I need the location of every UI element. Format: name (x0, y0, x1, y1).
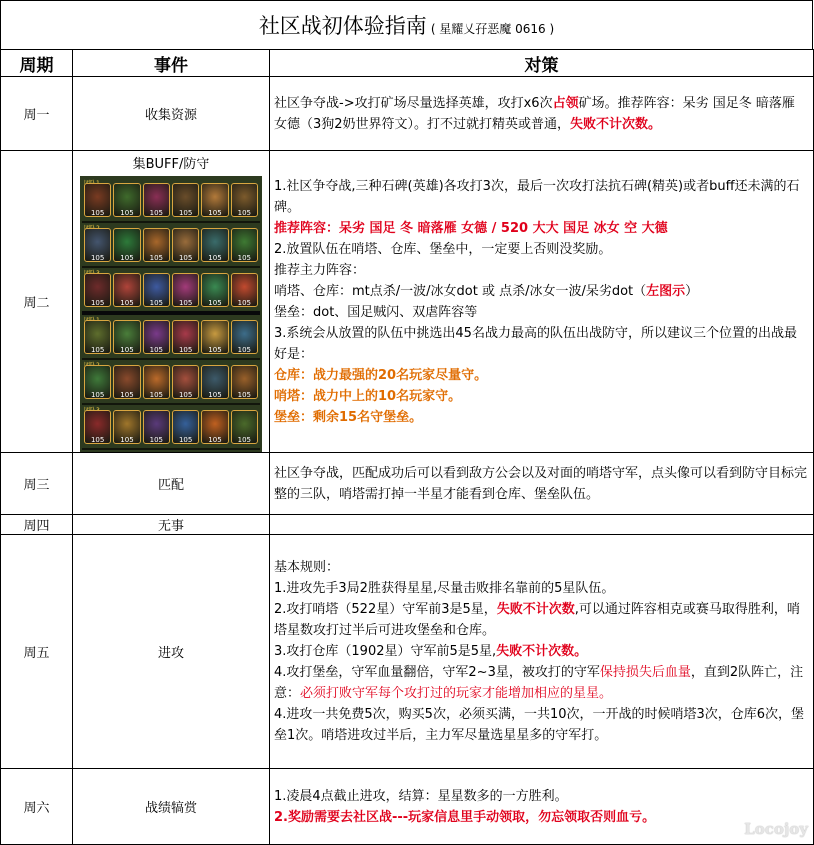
hero-level: 105 (178, 435, 193, 444)
hero-level: 105 (178, 345, 193, 354)
hero-level: 105 (208, 435, 222, 444)
hero-portrait (143, 183, 170, 217)
header-week: 周期 (1, 50, 73, 77)
hero-portrait (143, 273, 170, 307)
hero-level: 105 (90, 253, 105, 262)
strategy-cell (270, 151, 814, 453)
event-label: 集BUFF/防守 (132, 157, 210, 172)
hero-level: 105 (178, 390, 193, 399)
hero-portrait (143, 365, 170, 399)
hero-portrait (143, 228, 170, 262)
week-cell: 周四 (1, 515, 73, 535)
text: 2.攻打哨塔（522星）守军前3是5星， (274, 602, 497, 617)
hero-level: 105 (237, 435, 251, 444)
hero-portrait (201, 183, 228, 217)
hero-portrait (113, 273, 140, 307)
tower-note: 哨塔：战力中上的10名玩家守。 (274, 388, 462, 404)
title-bar (0, 0, 813, 50)
text (274, 599, 809, 641)
lineup-team-row (82, 178, 260, 223)
hero-level: 105 (208, 345, 222, 354)
highlight-text: 保持损失后血量 (599, 665, 691, 680)
hero-portrait (113, 410, 140, 444)
text: 基本规则： (274, 560, 340, 575)
event-cell: 匹配 (73, 453, 270, 515)
row-tuesday (1, 151, 814, 453)
highlight-text: 占领 (552, 95, 579, 111)
hero-portrait (231, 273, 258, 307)
event-cell: 无事 (73, 515, 270, 535)
strategy-cell (270, 535, 814, 769)
text: 2.放置队伍在哨塔、仓库、堡垒中，一定要上否则没奖励。 (274, 241, 612, 257)
hero-portrait (113, 365, 140, 399)
hero-level: 105 (149, 390, 163, 399)
event-cell: 收集资源 (73, 77, 270, 151)
hero-portrait (172, 228, 199, 262)
hero-level: 105 (90, 298, 105, 307)
hero-portrait (84, 320, 111, 354)
hero-portrait (113, 228, 140, 262)
hero-level: 105 (208, 253, 222, 262)
week-cell: 周二 (1, 151, 73, 453)
text: 推荐主力阵容： (274, 262, 366, 278)
lineup-team-row (82, 360, 260, 405)
strategy-cell: 社区争夺战，匹配成功后可以看到敌方公会以及对面的哨塔守军，点头像可以看到防守目标完整的三队，哨塔需打掉一半星才能看到仓库、堡垒队伍。 (270, 453, 814, 515)
hero-level: 105 (149, 435, 163, 444)
hero-portrait (201, 365, 228, 399)
text: 堡垒：dot、国足贼闪、双虐阵容等 (274, 304, 478, 320)
highlight-text: 失败不计次数。 (570, 116, 662, 132)
header-strategy: 对策 (270, 50, 814, 77)
hero-level: 105 (237, 390, 251, 399)
hero-level: 105 (120, 208, 134, 217)
row-saturday (1, 769, 814, 845)
text: ,可以通过阵容相克或赛马取得胜利，哨塔星数攻打过半后可进攻堡垒和仓库。 (274, 602, 800, 638)
week-cell: 周六 (1, 769, 73, 845)
hero-level: 105 (208, 208, 222, 217)
hero-level: 105 (120, 435, 134, 444)
header-event: 事件 (73, 50, 270, 77)
text (274, 662, 809, 704)
highlight-text: 必须打败守军每个攻打过的玩家才能增加相应的星星。 (300, 686, 613, 701)
lineup-team-row (82, 223, 260, 268)
hero-level: 105 (120, 253, 134, 262)
strategy-cell (270, 769, 814, 845)
hero-portrait (143, 320, 170, 354)
highlight-text: 失败不计次数。 (496, 644, 588, 659)
hero-portrait (231, 228, 258, 262)
text: 4.进攻一共免费5次，购买5次，必须买满，一共10次，一开战的时候哨塔3次，仓库6次，堡垒1次。哨塔进攻过半后，主力军尽量选星星多的守军打。 (274, 707, 805, 743)
event-cell: 进攻 (73, 535, 270, 769)
hero-portrait (84, 410, 111, 444)
row-friday (1, 535, 814, 769)
hero-portrait (172, 320, 199, 354)
hero-level: 105 (90, 345, 105, 354)
week-cell: 周一 (1, 77, 73, 151)
guide-table (0, 49, 814, 845)
lineup-team-row (82, 315, 260, 360)
text: 4.攻打堡垒，守军血量翻倍，守军2~3星，被攻打的守军 (274, 665, 600, 680)
hero-portrait (201, 273, 228, 307)
lineup-team-row (82, 268, 260, 315)
week-cell: 周三 (1, 453, 73, 515)
page-title: 社区战初体验指南 (258, 14, 427, 38)
hero-level: 105 (120, 298, 134, 307)
page-subtitle: ( 星耀乂孖恶魔 0616 ) (430, 21, 555, 36)
hero-level: 105 (237, 345, 251, 354)
hero-portrait (172, 273, 199, 307)
hero-portrait (113, 183, 140, 217)
hero-portrait (201, 320, 228, 354)
event-cell (73, 151, 270, 453)
hero-level: 105 (178, 253, 193, 262)
hero-portrait (172, 183, 199, 217)
week-cell: 周五 (1, 535, 73, 769)
warehouse-note: 仓库：战力最强的20名玩家尽量守。 (274, 367, 488, 383)
hero-portrait (231, 365, 258, 399)
text: 3.攻打仓库（1902星）守军前5是5星, (274, 644, 497, 659)
lineup-team-row (82, 405, 260, 450)
text (274, 641, 809, 662)
row-monday (1, 77, 814, 151)
hero-level: 105 (90, 435, 105, 444)
hero-level: 105 (149, 345, 163, 354)
text: ，直到2队阵亡，注意： (274, 665, 804, 701)
hero-portrait (172, 365, 199, 399)
header-row (1, 50, 814, 77)
hero-level: 105 (237, 298, 251, 307)
hero-portrait (84, 365, 111, 399)
text (274, 281, 809, 302)
highlight-text: 2.奖励需要去社区战---玩家信息里手动领取，勿忘领取否则血亏。 (274, 809, 656, 825)
hero-level: 105 (178, 298, 193, 307)
text: 1.凌晨4点截止进攻，结算：星星数多的一方胜利。 (274, 788, 568, 804)
hero-portrait (201, 228, 228, 262)
row-thursday (1, 515, 814, 535)
text: 矿场。推荐阵容：呆劣 国足冬 暗落雁 女德（3狗2奶世界符文）。打不过就打精英或普通， (274, 95, 795, 132)
text: ） (685, 283, 699, 299)
hero-level: 105 (120, 390, 134, 399)
row-wednesday (1, 453, 814, 515)
hero-level: 105 (90, 390, 105, 399)
hero-level: 105 (149, 208, 163, 217)
hero-level: 105 (237, 208, 251, 217)
text: 3.系统会从放置的队伍中挑选出45名战力最高的队伍出战防守，所以建议三个位置的出战最好是： (274, 325, 797, 362)
hero-portrait (172, 410, 199, 444)
hero-level: 105 (120, 345, 134, 354)
highlight-text: 左图示 (646, 283, 686, 299)
strategy-cell (270, 77, 814, 151)
hero-portrait (84, 273, 111, 307)
hero-portrait (231, 410, 258, 444)
hero-portrait (231, 320, 258, 354)
hero-portrait (84, 183, 111, 217)
hero-level: 105 (149, 298, 163, 307)
fortress-note: 堡垒：剩余15名守堡垒。 (274, 409, 423, 425)
hero-portrait (231, 183, 258, 217)
hero-portrait (201, 410, 228, 444)
recommended-lineup: 推荐阵容：呆劣 国足 冬 暗落雁 女德 / 520 大大 国足 冰女 空 大德 (274, 220, 668, 236)
hero-portrait (113, 320, 140, 354)
hero-portrait (84, 228, 111, 262)
hero-level: 105 (178, 208, 193, 217)
hero-level: 105 (237, 253, 251, 262)
event-cell: 战绩犒赏 (73, 769, 270, 845)
hero-level: 105 (149, 253, 163, 262)
text: 1.进攻先手3局2胜获得星星,尽量击败排名靠前的5星队伍。 (274, 581, 615, 596)
hero-level: 105 (208, 390, 222, 399)
text: 1.社区争夺战,三种石碑(英雄)各攻打3次，最后一次攻打法抗石碑(精英)或者buff还未满的石碑。 (274, 178, 800, 215)
strategy-cell (270, 515, 814, 535)
text: 社区争夺战->攻打矿场尽量选择英雄，攻打x6次 (274, 95, 553, 111)
hero-level: 105 (208, 298, 222, 307)
highlight-text: 失败不计次数 (496, 602, 575, 617)
text: 哨塔、仓库：mt点杀/一波/冰女dot 或 点杀/冰女一波/呆劣dot（ (274, 283, 647, 299)
hero-portrait (143, 410, 170, 444)
lineup-screenshot (80, 176, 262, 452)
hero-level: 105 (90, 208, 105, 217)
watermark-logo: Locojoy (744, 820, 808, 838)
